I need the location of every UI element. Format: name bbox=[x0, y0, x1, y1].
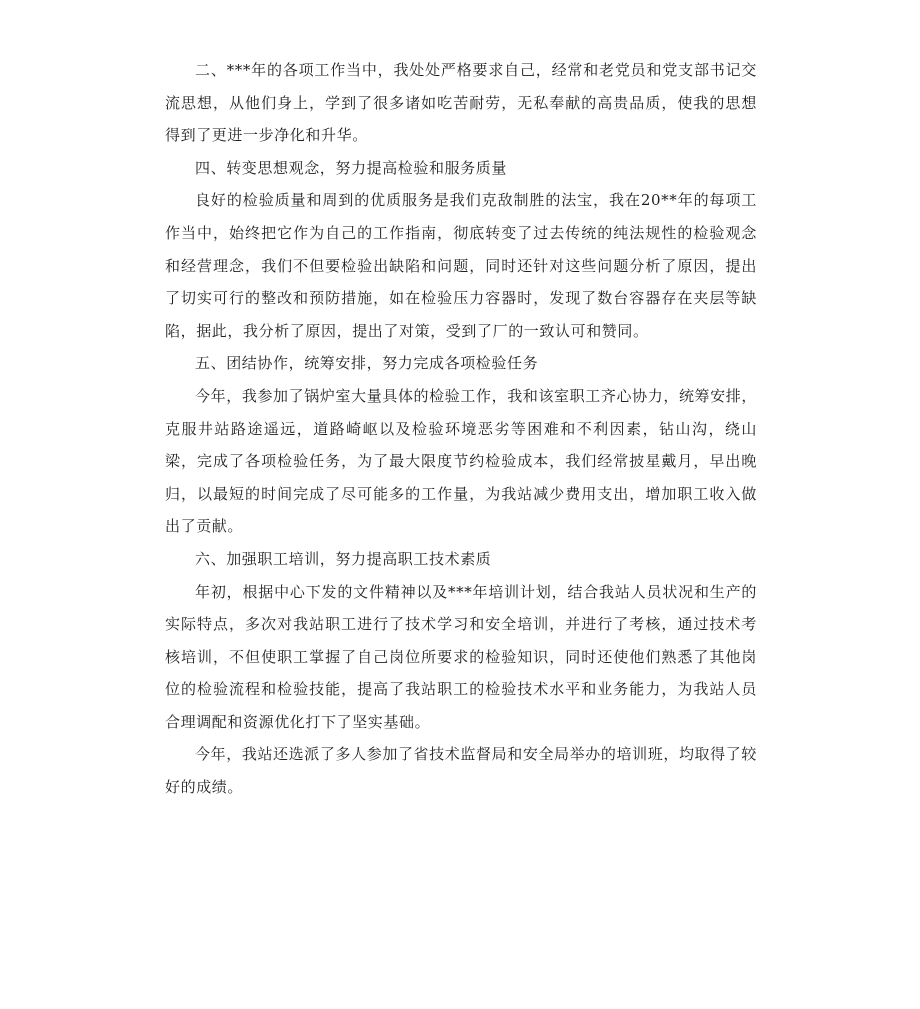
paragraph-quality: 良好的检验质量和周到的优质服务是我们克敌制胜的法宝，我在20**年的每项工作当中，始终把它作为自己的工作指南，彻底转变了过去传统的纯法规性的检验观念和经营理念，我们不但要检验出缺陷和问题，同时还针对这些问题分析了原因，提出了切实可行的整改和预防措施，如在检验压力容器时，发现了数台容器存在夹层等缺陷，据此，我分析了原因，提出了对策，受到了厂的一致认可和赞同。 bbox=[165, 191, 757, 340]
paragraph-training-results: 今年，我站还选派了多人参加了省技术监督局和安全局举办的培训班，均取得了较好的成绩。 bbox=[165, 745, 757, 797]
section-heading-5: 五、团结协作，统筹安排，努力完成各项检验任务 bbox=[195, 354, 539, 373]
document-body bbox=[165, 54, 757, 804]
paragraph-teamwork: 今年，我参加了锅炉室大量具体的检验工作，我和该室职工齐心协力，统筹安排，克服井站路途遥远，道路崎岖以及检验环境恶劣等困难和不利因素，钻山沟，绕山梁，完成了各项检验任务，为了最大限度节约检验成本，我们经常披星戴月，早出晚归，以最短的时间完成了尽可能多的工作量，为我站减少费用支出，增加职工收入做出了贡献。 bbox=[165, 386, 757, 536]
paragraph-training: 年初，根据中心下发的文件精神以及***年培训计划，结合我站人员状况和生产的实际特点，多次对我站职工进行了技术学习和安全培训，并进行了考核，通过技术考核培训，不但使职工掌握了自己岗位所要求的检验知识，同时还使他们熟悉了其他岗位的检验流程和检验技能，提高了我站职工的检验技术水平和业务能力，为我站人员合理调配和资源优化打下了坚实基础。 bbox=[165, 582, 757, 731]
paragraph-thoughts: 二、***年的各项工作当中，我处处严格要求自己，经常和老党员和党支部书记交流思想，从他们身上，学到了很多诸如吃苦耐劳，无私奉献的高贵品质，使我的思想得到了更进一步净化和升华。 bbox=[165, 61, 757, 145]
section-heading-6: 六、加强职工培训，努力提高职工技术素质 bbox=[195, 549, 492, 568]
section-heading-4: 四、转变思想观念，努力提高检验和服务质量 bbox=[195, 158, 508, 177]
